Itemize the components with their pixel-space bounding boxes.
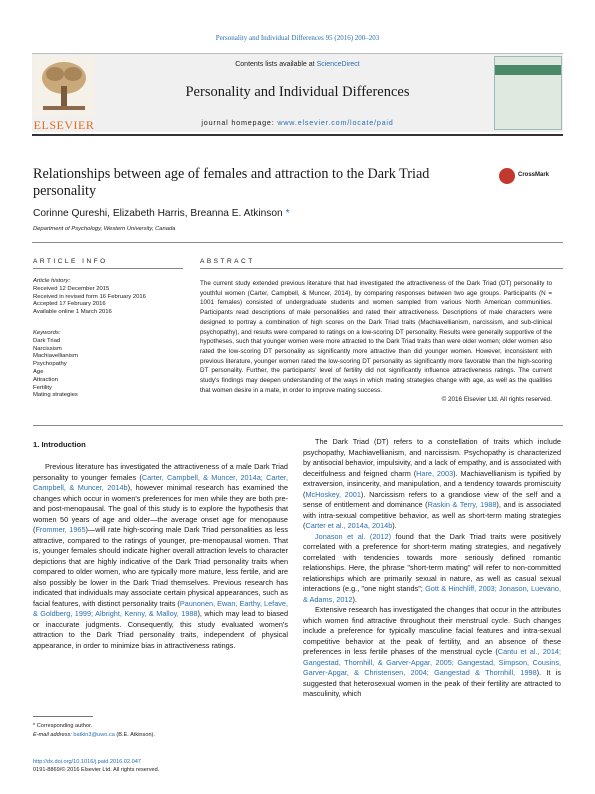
journal-citation[interactable]: Personality and Individual Differences 95 (2016) 200–203 (215, 34, 380, 42)
publisher-name: ELSEVIER (33, 118, 95, 132)
keyword: Dark Triad (33, 337, 61, 344)
keywords-label: Keywords: (33, 330, 61, 336)
email-link[interactable]: batkin3@uwo.ca (73, 732, 115, 738)
paragraph (303, 532, 561, 606)
paragraph-text: ). It is suggested that heterosexual women in the peak of their fertility are attracted to masculinity, which (303, 668, 561, 698)
paragraph-text: ), which may lead to biased or inaccurate judgments. Consequently, this study evaluated women's attraction to the Dark Triad personality traits, independent of physical appearance, in order to minimize bias in attractiveness ratings. (33, 609, 289, 650)
body-column-right (303, 437, 561, 700)
history-label: Article history: (33, 278, 70, 284)
authors-text: Corinne Qureshi, Elizabeth Harris, Breanna E. Atkinson (33, 208, 283, 219)
crossmark-label[interactable]: CrossMark (518, 172, 550, 178)
citation-link[interactable]: Carter, Campbell, & Muncer, 2014a; Carter, Campbell, & Muncer, 2014b (33, 472, 288, 492)
email-label: E-mail address: (33, 732, 74, 738)
footnote-divider (33, 716, 93, 717)
paragraph-text: Previous literature has investigated the attractiveness of a male Dark Triad personality to younger females ( (33, 462, 288, 482)
paragraph-text: )—will rate high-scoring male Dark Triad personalities as less attractive, compared to the ratings of younger, pre-menopausal women. That is, younger females should indicate higher overall attraction levels to character depictions that are highly indicative of the Dark Triad personality traits when compared to older women, who are typically more mature, less fertile, and are also possibly be lower in the Dark Triad themselves. Previous research has indicated that individuals may associate certain physical appearances, such as facial features, with distinct personality traits ( (33, 525, 288, 608)
paragraph (33, 462, 288, 651)
article-info-rule (33, 268, 183, 269)
history-item: Accepted 17 February 2016 (33, 301, 106, 308)
keyword: Fertility (33, 384, 52, 391)
cover-band (495, 65, 561, 75)
paragraph-text: ). (352, 594, 357, 604)
paragraph-text: ), and is associated with intra-sexual competitive behavior, as well as short-term mating strategies ( (303, 500, 561, 530)
crossmark-icon[interactable] (499, 168, 515, 184)
citation-link[interactable]: Frommer, 1965 (35, 525, 86, 534)
paragraph-text: Extensive research has investigated the changes that occur in the attributes which women find attractive throughout their menstrual cycle. Such changes include a preference for typically masculine facial features and intra-sexual competitive behavior at the peak of fertility, and an absence of these preferences in less fertile phases of the menstrual cycle ( (303, 605, 561, 656)
paragraph-text: ). Machiavellianism is typified by extraversion, insincerity, and manipulation, and a tendency towards promiscuity ( (303, 468, 561, 499)
author-list (33, 208, 290, 219)
issn-line: 0191-8869/© 2016 Elsevier Ltd. All rights reserved. (33, 767, 160, 773)
history-item: Received in revised form 16 February 2016 (33, 293, 146, 300)
paragraph-text: ). Narcissism refers to a grandiose view of the self and a sense of entitlement and dominance ( (303, 489, 561, 509)
sciencedirect-link[interactable]: ScienceDirect (316, 61, 360, 68)
keywords (33, 330, 183, 400)
corresponding-author-note: * Corresponding author. (33, 723, 93, 729)
keyword: Age (33, 368, 44, 375)
citation-link[interactable]: Raskin & Terry, 1988 (427, 500, 497, 509)
body-divider (33, 425, 563, 426)
citation-link[interactable]: Cantu et al., 2014; Gangestad, Thornhill, & Garver-Apgar, 2005; Gangestad, Simpson, Cousins, Garver-Apgar, & Christensen, 2004; Gangestad & Thornhill, 1998 (303, 647, 561, 677)
affiliation-divider (32, 242, 563, 243)
citation-link[interactable]: Gott & Hinchliff, 2003; Jonason, Luevano, & Adams, 2012 (303, 584, 561, 604)
keyword: Narcissism (33, 345, 62, 352)
journal-cover-thumbnail (494, 56, 562, 130)
corresponding-author-mark[interactable]: * (285, 208, 290, 219)
article-history (33, 278, 183, 317)
keyword: Psychopathy (33, 361, 67, 368)
doi-link[interactable]: http://dx.doi.org/10.1016/j.paid.2016.02.047 (33, 759, 141, 765)
paragraph (303, 605, 561, 700)
history-item: Received 12 December 2015 (33, 285, 110, 292)
paragraph-text: found that the Dark Triad traits were positively correlated with a preference for short-term mating strategies, and negatively correlated with tendencies towards more seriously defined romantic relationships. Here, the phrase "short-term mating" will refer to non-committed relationships which are primarily sexual in nature, as well as casual sexual interactions (e.g., "one night stands"; (303, 531, 562, 593)
email-suffix: (B.E. Atkinson). (114, 732, 155, 738)
keyword: Machiavellianism (33, 353, 78, 360)
contents-prefix: Contents lists available at (235, 61, 317, 68)
journal-title: Personality and Individual Differences (185, 84, 410, 100)
keyword: Mating strategies (33, 392, 78, 399)
section-heading-introduction: 1. Introduction (33, 440, 86, 449)
citation-link[interactable]: Carter et al., 2014a, 2014b (305, 521, 393, 530)
citation-link[interactable]: McHoskey, 2001 (305, 489, 361, 499)
abstract-heading: ABSTRACT (200, 258, 255, 265)
homepage-prefix: journal homepage: (201, 118, 278, 127)
article-info-heading: ARTICLE INFO (33, 258, 108, 265)
homepage-link[interactable]: www.elsevier.com/locate/paid (277, 118, 394, 127)
abstract-rule (200, 268, 563, 269)
abstract-text: The current study extended previous literature that had investigated the attractiveness of the Dark Triad (DT) personality to youthful women (Carter, Campbell, & Muncer, 2014), by comparing responses between two age groups. Participants (N = 1001 females) consisted of undergraduate students and women sampled from various North American communities. Participants read descriptions of male personalities and rated their attractiveness. Descriptions of male characters were designed to portray a combination of high scores on the Dark Triad traits (Machiavellianism, narcissism, and sub-clinical psychopathy), and results were compared to ratings on a low-scoring DT personality. Results were generally supportive of the hypotheses, such that younger women were more attracted to the Dark Triad traits than were older women; older women also rated the low-scoring DT personality as significantly more attractive than did younger women. However, inconsistent with previous literature, younger women rated the low-scoring DT personality as significantly more favorable than the high-scoring DT personality. Further, the participants' level of fertility did not significantly influence attractiveness ratings. The current study's findings may deepen understanding of the ways in which mating strategies change with age, as well as the qualities that women desire in a mate, in order to improve mating success. (200, 280, 552, 394)
citation-link[interactable]: Hare, 2003 (416, 468, 454, 478)
body-column-left (33, 462, 288, 651)
affiliation: Department of Psychology, Western University, Canada (33, 226, 176, 232)
abstract-body (200, 279, 552, 405)
abstract-copyright: © 2016 Elsevier Ltd. All rights reserved. (441, 396, 552, 404)
keyword: Attraction (33, 376, 58, 383)
history-item: Available online 1 March 2016 (33, 309, 112, 316)
header-divider (32, 134, 563, 136)
bottom-info (33, 758, 159, 774)
citation-link[interactable]: Jonason et al. (2012) (315, 531, 392, 541)
footnote (33, 722, 155, 740)
paragraph (303, 437, 561, 532)
citation-link[interactable]: Paunonen, Ewan, Earthy, Lefave, & Goldberg, 1999; Albright, Kenny, & Malloy, 1988 (33, 598, 288, 618)
paragraph-text: ), however minimal research has examined the changes which occur in women's preferences for men while they are both pre- and post-menopausal. The goal of this study is to explore the hypothesis that women 50 years of age and older—the average onset age for menopause ( (33, 483, 288, 534)
article-title: Relationships between age of females and attraction to the Dark Triad personality (33, 166, 430, 199)
paragraph-text: The Dark Triad (DT) refers to a constellation of traits which include psychopathy, Machiavellianism, and narcissism. Psychopathy is characterized by antisocial behavior, impulsivity, and a lack of empathy, and is associated with deceitfulness and feigned charm ( (303, 437, 561, 478)
email-note (33, 731, 155, 740)
paragraph-text: ). (392, 521, 397, 530)
